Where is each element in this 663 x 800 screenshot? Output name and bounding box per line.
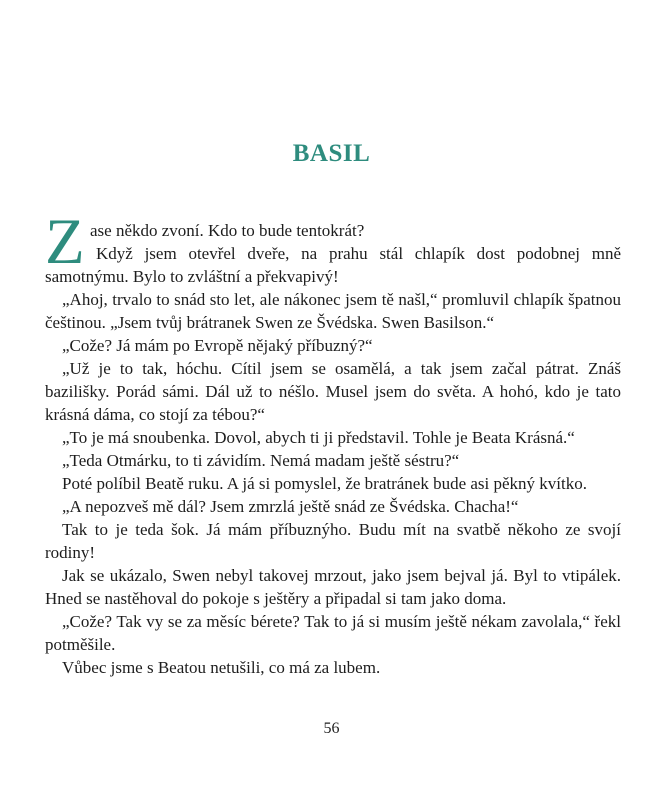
paragraph: ase někdo zvoní. Kdo to bude tentokrát? — [90, 221, 365, 240]
paragraph: „Cože? Tak vy se za měsíc bérete? Tak to já si musím ještě nékam zavolala,“ řekl potměšile. — [45, 612, 621, 654]
paragraph: Poté políbil Beatě ruku. A já si pomyslel, že bratránek bude asi pěkný kvítko. — [62, 474, 588, 493]
page-number: 56 — [323, 720, 340, 737]
paragraph: „Cože? Já mám po Evropě nějaký příbuzný?“ — [62, 336, 373, 355]
paragraph: Vůbec jsme s Beatou netušili, co má za lubem. — [62, 658, 381, 677]
paragraph: Tak to je teda šok. Já mám příbuznýho. Budu mít na svatbě někoho ze svojí rodiny! — [45, 520, 621, 562]
page-body — [45, 206, 621, 679]
paragraph: „To je má snoubenka. Dovol, abych ti ji představil. Tohle je Beata Krásná.“ — [62, 428, 575, 447]
paragraph: „Teda Otmárku, to ti závidím. Nemá madam ještě séstru?“ — [62, 451, 460, 470]
paragraph: „Už je to tak, hóchu. Cítil jsem se osamělá, a tak jsem začal pátrat. Znáš bazilišky. Porád sámi. Dál už to néšlo. Musel jsem do světa. A hohó, kdo je tato krásná dáma, co stojí za tébou?“ — [45, 359, 621, 424]
paragraph: „A nepozveš mě dál? Jsem zmrzlá ještě snád ze Švédska. Chacha!“ — [62, 497, 519, 516]
chapter-title: BASIL — [292, 140, 371, 167]
drop-cap: Z — [45, 206, 85, 278]
paragraph: Jak se ukázalo, Swen nebyl takovej mrzout, jako jsem bejval já. Byl to vtipálek. Hned se nastěhoval do pokoje s ještěry a připadal si tam jako doma. — [45, 566, 621, 608]
paragraph: Když jsem otevřel dveře, na prahu stál chlapík dost podobnej mně samotnýmu. Bylo to zvláštní a překvapivý! — [45, 244, 621, 286]
paragraph: „Ahoj, trvalo to snád sto let, ale nákonec jsem tě našl,“ promluvil chlapík špatnou češtinou. „Jsem tvůj brátranek Swen ze Švédska. Swen Basilson.“ — [45, 290, 621, 332]
